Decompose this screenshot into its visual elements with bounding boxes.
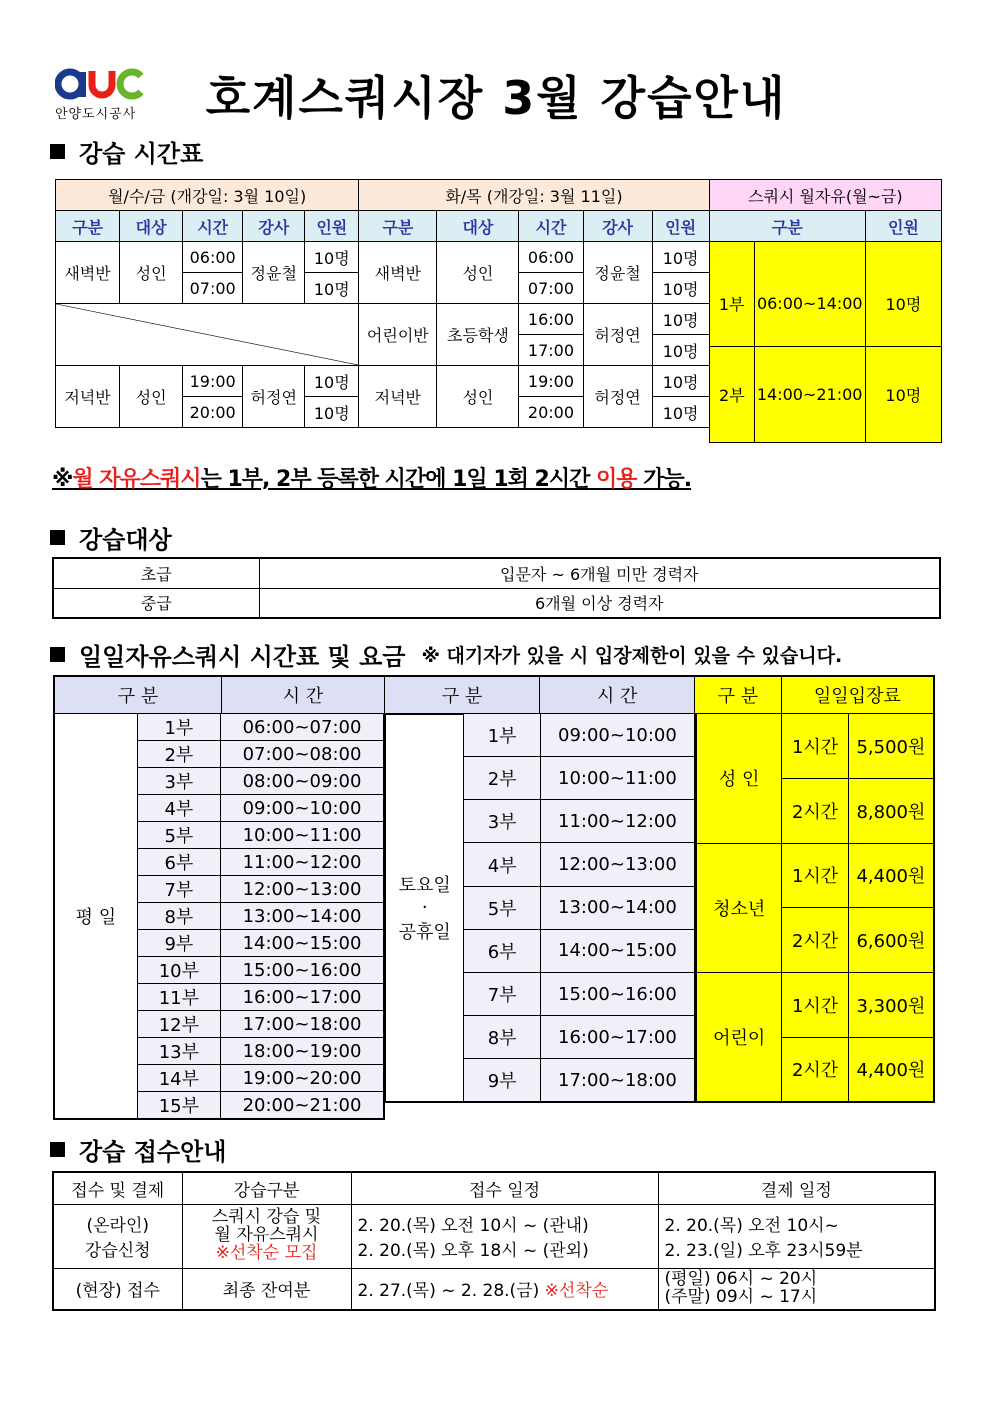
fee-price: 8,800원 — [848, 778, 934, 843]
group-tt: 화/목 (개강일: 3월 11일) — [359, 180, 709, 211]
weekday-time: 15:00~16:00 — [221, 957, 385, 984]
reg-pay: (평일) 06시 ~ 20시 (주말) 09시 ~ 17시 — [658, 1268, 935, 1310]
reg-kind: 스쿼시 강습 및 월 자유스쿼시 ※선착순 모집 — [182, 1204, 351, 1268]
target-level: 중급 — [53, 588, 259, 618]
reg-apply: 2. 20.(목) 오전 10시 ~ (관내) 2. 20.(목) 오후 18시 ~ (관외) — [351, 1204, 658, 1268]
table-row — [697, 843, 935, 908]
class-count: 10명 — [652, 242, 709, 273]
class-name: 새벽반 — [56, 242, 120, 304]
class-name: 저녁반 — [56, 366, 120, 428]
weekend-label: 토요일 · 공휴일 — [386, 714, 464, 1102]
col-header: 구분 — [709, 211, 865, 242]
reg-kind: 최종 잔여분 — [182, 1268, 351, 1310]
class-count: 10명 — [652, 273, 709, 304]
weekend-part: 4부 — [464, 843, 540, 886]
weekday-part: 15부 — [137, 1092, 220, 1120]
weekday-part: 2부 — [137, 741, 220, 768]
col-header: 대상 — [120, 211, 183, 242]
class-time: 20:00 — [183, 397, 243, 428]
class-time: 19:00 — [519, 366, 583, 397]
weekend-time: 11:00~12:00 — [540, 800, 695, 843]
weekday-part: 6부 — [137, 849, 220, 876]
daily-table — [53, 675, 935, 715]
weekday-time: 06:00~07:00 — [221, 714, 385, 741]
logo-subtitle: 안양도시공사 — [55, 107, 137, 122]
registration-table — [52, 1171, 936, 1311]
reg-type: (현장) 접수 — [53, 1268, 182, 1310]
weekday-part: 4부 — [137, 795, 220, 822]
weekend-time: 17:00~18:00 — [540, 1059, 695, 1102]
square-bullet-icon — [50, 1142, 65, 1157]
square-bullet-icon — [50, 530, 65, 545]
weekend-part: 7부 — [464, 972, 540, 1015]
class-time: 16:00 — [519, 304, 583, 335]
col-header: 인원 — [652, 211, 709, 242]
class-count: 10명 — [652, 366, 709, 397]
weekday-time: 08:00~09:00 — [221, 768, 385, 795]
class-time: 20:00 — [519, 397, 583, 428]
weekday-part: 8부 — [137, 903, 220, 930]
target-desc: 6개월 이상 경력자 — [259, 588, 940, 618]
weekday-part: 7부 — [137, 876, 220, 903]
fee-group: 어린이 — [697, 973, 782, 1103]
reg-type: (온라인) 강습신청 — [53, 1204, 182, 1268]
weekday-time: 11:00~12:00 — [221, 849, 385, 876]
class-target: 성인 — [437, 366, 519, 428]
class-target: 성인 — [437, 242, 519, 304]
col-header: 인원 — [305, 211, 359, 242]
col-header: 시 간 — [540, 676, 695, 714]
free-count: 10명 — [865, 242, 941, 366]
fee-duration: 2시간 — [782, 1037, 849, 1102]
reg-apply: 2. 27.(목) ~ 2. 28.(금) ※선착순 — [351, 1268, 658, 1310]
col-header: 강습구분 — [182, 1172, 351, 1204]
weekend-time: 10:00~11:00 — [540, 757, 695, 800]
class-time: 07:00 — [183, 273, 243, 304]
weekday-part: 3부 — [137, 768, 220, 795]
weekday-part: 10부 — [137, 957, 220, 984]
fee-duration: 1시간 — [782, 714, 849, 779]
weekday-part: 1부 — [137, 714, 220, 741]
class-count: 10명 — [305, 242, 359, 273]
fee-group: 성 인 — [697, 714, 782, 844]
weekday-time: 12:00~13:00 — [221, 876, 385, 903]
weekend-part: 2부 — [464, 757, 540, 800]
free-time: 14:00~21:00 — [754, 347, 865, 443]
weekend-time: 13:00~14:00 — [540, 886, 695, 929]
group-free: 스쿼시 월자유(월~금) — [709, 180, 941, 211]
diagonal-line-icon — [56, 304, 358, 365]
class-time: 19:00 — [183, 366, 243, 397]
fee-price: 4,400원 — [848, 843, 934, 908]
class-time: 17:00 — [519, 335, 583, 366]
weekend-part: 1부 — [464, 714, 540, 757]
table-row — [697, 973, 935, 1038]
class-target: 초등학생 — [437, 304, 519, 366]
class-instructor: 정윤철 — [583, 242, 652, 304]
weekday-time: 18:00~19:00 — [221, 1038, 385, 1065]
col-header: 접수 일정 — [351, 1172, 658, 1204]
weekend-time: 09:00~10:00 — [540, 714, 695, 757]
weekday-time: 14:00~15:00 — [221, 930, 385, 957]
weekend-time: 16:00~17:00 — [540, 1016, 695, 1059]
fee-group: 청소년 — [697, 843, 782, 973]
col-header: 강사 — [583, 211, 652, 242]
weekday-label: 평 일 — [54, 714, 137, 1120]
weekday-time: 13:00~14:00 — [221, 903, 385, 930]
free-squash-notice: ※월 자유스쿼시는 1부, 2부 등록한 시간에 1일 1회 2시간 이용 가능. — [52, 467, 692, 492]
class-count: 10명 — [305, 366, 359, 397]
weekend-part: 6부 — [464, 929, 540, 972]
section-schedule-heading: 강습 시간표 — [50, 134, 203, 169]
fee-price: 4,400원 — [848, 1037, 934, 1102]
class-count: 10명 — [652, 304, 709, 335]
class-instructor: 허정연 — [583, 304, 652, 366]
class-time: 06:00 — [183, 242, 243, 273]
class-name: 새벽반 — [359, 242, 437, 304]
weekday-time: 20:00~21:00 — [221, 1092, 385, 1120]
target-desc: 입문자 ~ 6개월 미만 경력자 — [259, 558, 940, 588]
weekday-part: 14부 — [137, 1065, 220, 1092]
fee-price: 3,300원 — [848, 973, 934, 1038]
empty-diagonal-cell — [56, 304, 359, 366]
col-header: 구분 — [359, 211, 437, 242]
weekend-time: 14:00~15:00 — [540, 929, 695, 972]
weekday-time: 19:00~20:00 — [221, 1065, 385, 1092]
fee-duration: 2시간 — [782, 908, 849, 973]
class-target: 성인 — [120, 242, 183, 304]
table-row — [53, 1204, 935, 1268]
square-bullet-icon — [50, 144, 65, 159]
section-registration-heading: 강습 접수안내 — [50, 1132, 226, 1167]
free-time: 06:00~14:00 — [754, 242, 865, 366]
col-header: 시간 — [183, 211, 243, 242]
weekday-time: 16:00~17:00 — [221, 984, 385, 1011]
page-title: 호계스쿼시장 3월 강습안내 — [205, 71, 787, 125]
class-time: 06:00 — [519, 242, 583, 273]
fee-price: 6,600원 — [848, 908, 934, 973]
weekday-time: 07:00~08:00 — [221, 741, 385, 768]
class-name: 저녁반 — [359, 366, 437, 428]
square-bullet-icon — [50, 647, 65, 662]
weekday-part: 12부 — [137, 1011, 220, 1038]
col-header: 구 분 — [694, 676, 781, 714]
free-part2-table — [709, 346, 942, 443]
fee-duration: 2시간 — [782, 778, 849, 843]
weekday-part: 9부 — [137, 930, 220, 957]
weekend-time: 12:00~13:00 — [540, 843, 695, 886]
table-row — [53, 588, 940, 618]
section-daily-heading: 일일자유스쿼시 시간표 및 요금 ※ 대기자가 있을 시 입장제한이 있을 수 있습니다. — [50, 637, 842, 672]
table-row — [53, 558, 940, 588]
col-header: 시간 — [519, 211, 583, 242]
weekday-time: 17:00~18:00 — [221, 1011, 385, 1038]
class-name: 어린이반 — [359, 304, 437, 366]
col-header: 대상 — [437, 211, 519, 242]
col-header: 결제 일정 — [658, 1172, 935, 1204]
weekend-part: 8부 — [464, 1016, 540, 1059]
weekend-part: 3부 — [464, 800, 540, 843]
target-level: 초급 — [53, 558, 259, 588]
free-part: 2부 — [710, 347, 755, 443]
reg-pay: 2. 20.(목) 오전 10시~ 2. 23.(일) 오후 23시59분 — [658, 1204, 935, 1268]
weekday-table — [53, 713, 385, 1120]
weekend-part: 9부 — [464, 1059, 540, 1102]
col-header: 접수 및 결제 — [53, 1172, 182, 1204]
col-header: 시 간 — [222, 676, 385, 714]
class-count: 10명 — [305, 397, 359, 428]
col-header: 구 분 — [384, 676, 540, 714]
weekday-part: 5부 — [137, 822, 220, 849]
free-count: 10명 — [865, 347, 941, 443]
weekday-part: 13부 — [137, 1038, 220, 1065]
class-count: 10명 — [652, 397, 709, 428]
weekday-time: 09:00~10:00 — [221, 795, 385, 822]
class-count: 10명 — [305, 273, 359, 304]
col-header: 일일입장료 — [781, 676, 934, 714]
table-row — [54, 714, 384, 741]
section-target-heading: 강습대상 — [50, 520, 172, 555]
class-instructor: 정윤철 — [243, 242, 305, 304]
weekend-table — [385, 713, 696, 1103]
table-row — [697, 714, 935, 779]
weekday-time: 10:00~11:00 — [221, 822, 385, 849]
table-row — [53, 1268, 935, 1310]
group-mwf: 월/수/금 (개강일: 3월 10일) — [56, 180, 359, 211]
class-count: 10명 — [652, 335, 709, 366]
fee-duration: 1시간 — [782, 973, 849, 1038]
col-header: 구 분 — [54, 676, 222, 714]
class-instructor: 허정연 — [583, 366, 652, 428]
table-row — [386, 714, 696, 757]
fee-table — [696, 713, 935, 1103]
class-instructor: 허정연 — [243, 366, 305, 428]
weekend-time: 15:00~16:00 — [540, 972, 695, 1015]
col-header: 강사 — [243, 211, 305, 242]
weekday-part: 11부 — [137, 984, 220, 1011]
weekend-part: 5부 — [464, 886, 540, 929]
class-time: 07:00 — [519, 273, 583, 304]
fee-duration: 1시간 — [782, 843, 849, 908]
col-header: 구분 — [56, 211, 120, 242]
col-header: 인원 — [865, 211, 941, 242]
free-part: 1부 — [709, 242, 754, 366]
fee-price: 5,500원 — [848, 714, 934, 779]
target-table — [52, 557, 941, 619]
class-target: 성인 — [120, 366, 183, 428]
